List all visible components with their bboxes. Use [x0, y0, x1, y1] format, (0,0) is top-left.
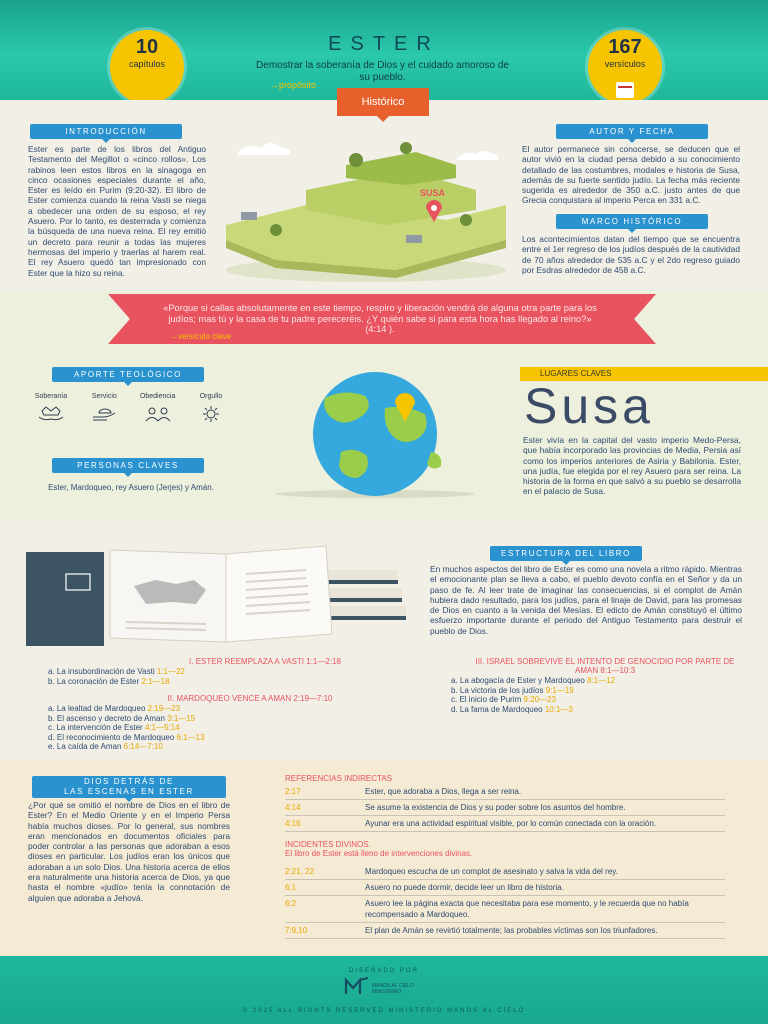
table-row: 2:17 Ester, que adoraba a Dios, llega a ser reina. [285, 784, 725, 800]
theology-item [186, 393, 236, 423]
header [0, 0, 768, 100]
structure-heading: ESTRUCTURA DEL LIBRO [490, 546, 642, 561]
divine-incidents-table [285, 864, 725, 939]
heading-line: DIOS DETRÁS DE [84, 777, 174, 786]
theology-section [0, 290, 768, 520]
historical-setting-text: Los acontecimientos datan del tiempo que se encuentra entre el 1er regreso de los judíos después de la cautividad de 70 años alrededor de 535 a.C y el 2do regreso guiado por Esdras alrededor de 458 a.C. [522, 234, 740, 275]
theology-item-label: Servicio [91, 393, 117, 400]
author-text: El autor permanece sin conocerse, se deducen que el autor vivió en la ciudad persa debido a su conocimiento detallado de las costumbres, modales e historia de Susa, además de su fuerte sentido judío. La fecha más reciente sugerida es alrededor de 350 a.C. justo antes de que Grecia conquistara al imperio Perca en 331 a.C. [522, 144, 740, 206]
outline-section-title: II. MARDOQUEO VENCE A AMAN 2:19—7:10 [167, 694, 333, 703]
purpose-text: Demostrar la soberanía de Dios y el cuidado amoroso de su pueblo. [256, 60, 509, 83]
verses-number: 167 [608, 36, 642, 58]
theology-item [79, 393, 129, 423]
map-label: SUSA [420, 188, 446, 198]
theology-item-label: Obediencia [139, 393, 176, 400]
key-people-heading: PERSONAS CLAVES [52, 458, 204, 473]
chapters-label: capítulos [128, 59, 166, 69]
chapters-number: 10 [135, 36, 159, 58]
outline-list [48, 704, 205, 752]
structure-section [0, 520, 768, 760]
author-heading: AUTOR Y FECHA [556, 124, 708, 139]
table-row: 4:14 Se asume la existencia de Dios y su poder sobre los asuntos del hombre. [285, 800, 725, 816]
key-verse-text: «Porque si callas absolutamente en este tiempo, respiro y liberación vendrá de alguna otra parte para los judíos; mas tú y la casa de tu padre pereceréis. ¿Y quién sabe si para esta hora has llegado al reino?» (4:14 ). [163, 303, 597, 334]
table-row: 4:16 Ayunar era una actividad espiritual visible, por lo común conectada con la oración. [285, 816, 725, 832]
key-people-text: Ester, Mardoqueo, rey Asuero (Jerjes) y Amán. [48, 483, 214, 492]
table-row: 6:2 Asuero lee la página exacta que necesitaba para ese momento, y le recuerda que no había recompensado a Mardoqueo. [285, 896, 725, 923]
theology-item [133, 393, 183, 423]
table-row: 2:21, 22 Mardoqueo escucha de un complot de asesinato y salva la vida del rey. [285, 864, 725, 880]
genre-tag: Histórico [337, 88, 429, 116]
structure-text: En muchos aspectos del libro de Ester es como una novela a ritmo rápido. Mientras el emocionante plan se lleva a cabo, el pueblo devoto confía en el Señor y da un paso de fe. Al leer trate de imaginar las consecuencias, si el complot de Amán hubiera dado resultado, para los judíos, para el linaje de David, para las promesas de Dios en cuanto a la venida del Mesías. El edicto de Amán constituyó el último esfuerzo importante durante el periodo del Antiguo Testamento para destruir el pueblo de Dios. [430, 564, 742, 636]
outline-item: d. La fama de Mardoqueo 10:1—3 [451, 704, 573, 714]
table-row: 6:1 Asuero no puede dormir, decide leer un libro de historia. [285, 880, 725, 896]
theology-item-label: Orgullo [199, 393, 223, 400]
outline-list [451, 676, 615, 714]
ministry-logo-text: MANOS AL CIELO MINISTERIO [372, 983, 414, 995]
crown-hands-icon [36, 405, 66, 423]
table-row: 7:9,10 El plan de Amán se revirtió totalmente; las probables víctimas son los triunfadores. [285, 923, 725, 939]
outline-item: d. El reconocimiento de Mardoqueo 6:1—13 [48, 732, 205, 742]
terrain-illustration [216, 130, 516, 290]
ministry-logo-icon [344, 976, 370, 996]
key-places-text: Ester vivía en la capital del vasto imperio Medo-Persa, que había incorporado las provincias de Media, Persia así como los imperios anteriores de Asiria y Babilonia. Ester, una judía, fue elegida por el rey Asuero para ser reina. La historia de la forma en que salvó a su pueblo se desarrolla en el palacio de Susa. [523, 435, 741, 497]
outline-item: b. La victoria de los judíos 9:1—19 [451, 685, 574, 695]
outline-item: a. La abogacía de Ester y Mardoqueo 8:1—12 [451, 676, 616, 685]
god-behind-scenes-section [0, 760, 768, 956]
outline-item: a. La insubordinación de Vasti 1:1—22 [48, 667, 185, 676]
theology-items [26, 393, 236, 423]
indirect-references-heading: REFERENCIAS INDIRECTAS [285, 774, 392, 783]
verses-badge [588, 30, 662, 104]
outline-item: b. La coronación de Ester 2:1—18 [48, 676, 170, 686]
place-name: Susa [524, 378, 654, 434]
god-behind-scenes-heading [32, 776, 226, 798]
star-burst-icon [196, 405, 226, 423]
intro-heading: INTRODUCCIÓN [30, 124, 182, 139]
outline-item: b. El ascenso y decreto de Aman 3:1—15 [48, 713, 196, 723]
people-icon [143, 405, 173, 423]
open-book-illustration [26, 544, 406, 648]
book-title: ESTER [328, 33, 440, 55]
copyright-text: © 2015 ALL RIGHTS RESERVED MINISTERIO MANOS AL CIELO [242, 1008, 526, 1014]
historical-setting-heading: MARCO HISTÓRICO [556, 214, 708, 229]
globe-illustration [255, 368, 495, 498]
outline-item: a. La lealtad de Mardoqueo 2:19—23 [48, 704, 181, 713]
purpose-label: → propósito [270, 80, 316, 90]
verses-label: versículos [604, 59, 646, 69]
designed-by-label: DISEÑADO POR [348, 968, 419, 974]
outline-section-title: III. ISRAEL SOBREVIVE EL INTENTO DE GENOCIDIO POR PARTE DE AMAN 8:1—10:3 [475, 657, 735, 675]
divine-incidents-heading: INCIDENTES DIVINOS. El libro de Ester está lleno de intervenciones divinas. [285, 840, 473, 858]
outline-list [48, 667, 185, 686]
intro-section [0, 100, 768, 290]
key-verse-label: → versículo clave [170, 332, 231, 341]
outline-item: c. El inicio de Purim 9:20—23 [451, 695, 556, 704]
heading-line: LAS ESCENAS EN ESTER [64, 787, 194, 796]
footer [0, 956, 768, 1024]
serving-hand-icon [89, 405, 119, 423]
outline-item: c. La intervención de Ester 4:1—5:14 [48, 723, 180, 732]
indirect-references-table [285, 784, 725, 832]
outline-section-title: I. ESTER REEMPLAZA A VASTI 1:1—2:18 [189, 657, 341, 666]
intro-text: Ester es parte de los libros del Antiguo Testamento del Megillot o «cinco rollos». Los rabinos leen estos libros en la sinagoga en cinco ocasiones especiales durante el año, Ester es leído en Purim (9:20-32). El libro de Ester comienza cuando la reina Vasti se niega a obedecer una orden de su esposo, el rey Asuero. Por lo tanto, es desterrada y comienza la búsqueda de una nueva reina. El rey emitió un decreto para reunir a todas las mujeres hermosas del imperio y traerlas al harem real. El rey Asuero quedó tan impresionado con Ester que la hizo su reina. [28, 144, 206, 278]
key-places-heading: LUGARES CLAVES [520, 367, 768, 381]
theology-item-label: Soberanía [34, 393, 68, 400]
theology-item [26, 393, 76, 423]
theology-heading: APORTE TEOLÓGICO [52, 367, 204, 382]
god-behind-scenes-text: ¿Por qué se omitió el nombre de Dios en el libro de Ester? En el Medio Oriente y en el Imperio Persa había muchos dioses. Por lo general, sus nombres eran mencionados en documentos oficiales para poder controlar a las personas que adoraban a esos dioses en particular. Los judíos eran los únicos que adoraban a un solo Dios. Una historia acerca de ellos era naturalmente una historia acerca de Dios, ya que hasta el nombre «judío» tenía la connotación de alguien que adoraba a Jehová. [28, 800, 230, 903]
bible-icon [616, 82, 634, 98]
outline-item: e. La caída de Aman 6:14—7:10 [48, 742, 163, 751]
